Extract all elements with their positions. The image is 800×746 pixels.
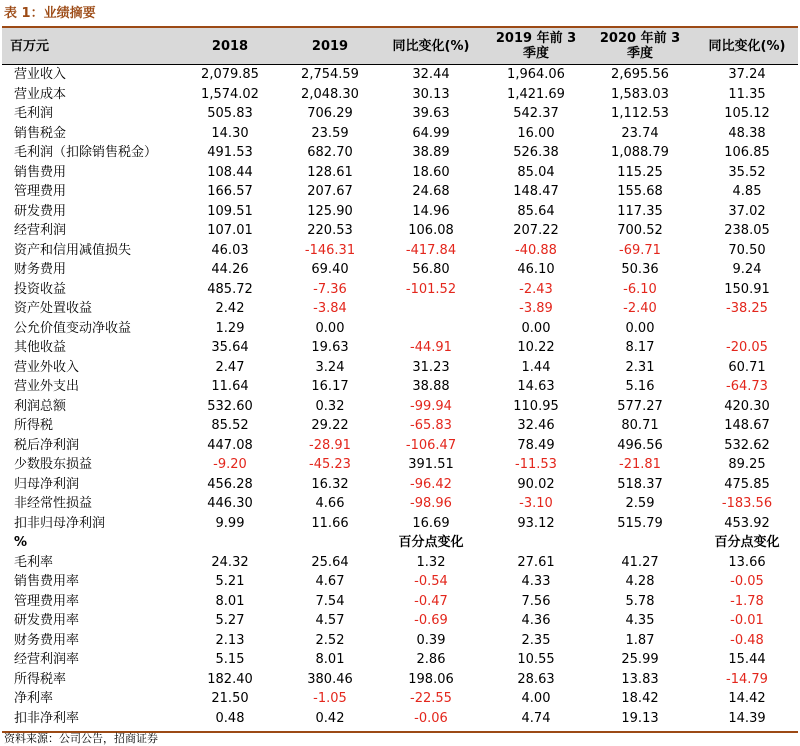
cell-yoy-annual: 32.44 bbox=[412, 67, 450, 82]
table-row bbox=[2, 475, 798, 495]
cell-2019: 125.90 bbox=[307, 203, 353, 219]
cell-2019: 23.59 bbox=[311, 125, 349, 141]
cell-2019-q1-q3: 4.00 bbox=[521, 691, 551, 706]
cell-2020-q1-q3: 80.71 bbox=[621, 418, 659, 433]
cell-2020-q1-q3: 13.83 bbox=[621, 671, 659, 687]
cell-2020-q1-q3: 518.37 bbox=[617, 476, 663, 492]
cell-yoy-q1-q3: 14.42 bbox=[728, 691, 766, 706]
cell-2019-q1-q3: 14.63 bbox=[517, 379, 555, 394]
cell-yoy-q1-q3: -0.01 bbox=[730, 613, 764, 628]
table-row bbox=[2, 338, 798, 358]
cell-2020-q1-q3: 1,112.53 bbox=[611, 106, 669, 121]
cell-2018: 21.50 bbox=[211, 691, 249, 706]
cell-yoy-q1-q3: 9.24 bbox=[732, 262, 762, 277]
cell-2020-q1-q3: 155.68 bbox=[617, 184, 663, 199]
cell-2018: 447.08 bbox=[207, 437, 253, 453]
cell-yoy-annual: -0.47 bbox=[414, 593, 448, 609]
cell-2019: 29.22 bbox=[311, 418, 349, 433]
table-row bbox=[2, 670, 798, 690]
table-row bbox=[2, 260, 798, 280]
cell-yoy-q1-q3: 48.38 bbox=[728, 125, 766, 141]
cell-2019-q1-q3: 10.22 bbox=[517, 340, 555, 355]
cell-2019-q1-q3: 16.00 bbox=[517, 125, 555, 141]
cell-2019-q1-q3: -40.88 bbox=[515, 242, 557, 258]
cell-2020-q1-q3: 5.16 bbox=[625, 379, 655, 394]
row-label: 资产和信用减值损失 bbox=[14, 242, 132, 258]
cell-yoy-annual: 16.69 bbox=[412, 515, 450, 531]
cell-2018: 1,574.02 bbox=[201, 86, 259, 102]
cell-2019: 11.66 bbox=[311, 515, 349, 531]
cell-2020-q1-q3: -21.81 bbox=[619, 457, 661, 472]
cell-yoy-annual: -106.47 bbox=[405, 437, 457, 453]
cell-yoy-annual: -417.84 bbox=[405, 242, 457, 258]
cell-2018: 8.01 bbox=[215, 593, 245, 609]
row-label: 扣非净利率 bbox=[14, 710, 80, 726]
cell-2019: -1.05 bbox=[313, 691, 347, 706]
cell-yoy-annual: 1.32 bbox=[416, 554, 446, 570]
row-label: 研发费用率 bbox=[14, 613, 80, 628]
table-row bbox=[2, 299, 798, 319]
table-row bbox=[2, 280, 798, 300]
cell-yoy-annual: 百分点变化 bbox=[398, 535, 464, 550]
cell-2019-q1-q3: 2.35 bbox=[521, 632, 551, 648]
cell-2018: 46.03 bbox=[211, 242, 249, 258]
cell-2019: 25.64 bbox=[311, 554, 349, 570]
cell-yoy-annual: -101.52 bbox=[405, 281, 457, 297]
cell-2019: -7.36 bbox=[313, 281, 347, 297]
cell-yoy-annual: -96.42 bbox=[410, 476, 452, 492]
table-row bbox=[2, 65, 798, 85]
cell-2020-q1-q3: 2.59 bbox=[625, 496, 655, 511]
table-row bbox=[2, 319, 798, 339]
cell-yoy-q1-q3: 4.85 bbox=[732, 184, 762, 199]
table-row bbox=[2, 709, 798, 729]
cell-2020-q1-q3 bbox=[584, 533, 696, 553]
row-label: 税后净利润 bbox=[14, 437, 80, 453]
table-caption: 表 1：业绩摘要 bbox=[4, 6, 96, 21]
cell-yoy-annual: 38.88 bbox=[412, 379, 450, 394]
cell-2018: 109.51 bbox=[207, 203, 253, 219]
section-header-row bbox=[2, 533, 798, 553]
table-row bbox=[2, 689, 798, 709]
cell-2019: 2,754.59 bbox=[301, 67, 359, 82]
cell-2020-q1-q3: 19.13 bbox=[621, 710, 659, 726]
cell-2019-q1-q3: 1,421.69 bbox=[507, 86, 565, 102]
cell-2020-q1-q3: 50.36 bbox=[621, 262, 659, 277]
cell-yoy-q1-q3: 15.44 bbox=[728, 652, 766, 667]
cell-yoy-q1-q3: -0.48 bbox=[730, 632, 764, 648]
row-label: 营业收入 bbox=[14, 67, 67, 82]
cell-2020-q1-q3: 117.35 bbox=[617, 203, 663, 219]
cell-2018: 491.53 bbox=[207, 145, 253, 160]
cell-yoy-q1-q3: 35.52 bbox=[728, 164, 766, 180]
cell-yoy-annual: 391.51 bbox=[408, 457, 454, 472]
cell-2018: 166.57 bbox=[207, 184, 253, 199]
cell-2019: 16.17 bbox=[311, 379, 349, 394]
table-row bbox=[2, 124, 798, 144]
table-row bbox=[2, 631, 798, 651]
cell-2019-q1-q3: 10.55 bbox=[517, 652, 555, 667]
row-label: 营业外收入 bbox=[14, 359, 80, 375]
cell-yoy-q1-q3: 37.02 bbox=[728, 203, 766, 219]
cell-2019: 380.46 bbox=[307, 671, 353, 687]
table-row bbox=[2, 143, 798, 163]
cell-2019-q1-q3: 207.22 bbox=[513, 223, 559, 238]
cell-2019-q1-q3: 1,964.06 bbox=[507, 67, 565, 82]
cell-yoy-q1-q3: -1.78 bbox=[730, 593, 764, 609]
cell-2020-q1-q3: 496.56 bbox=[617, 437, 663, 453]
cell-2019-q1-q3: 46.10 bbox=[517, 262, 555, 277]
cell-yoy-annual: 2.86 bbox=[416, 652, 446, 667]
cell-2018: 5.21 bbox=[215, 574, 245, 589]
cell-2020-q1-q3: 700.52 bbox=[617, 223, 663, 238]
cell-2019: 8.01 bbox=[315, 652, 345, 667]
cell-2019-q1-q3: 1.44 bbox=[521, 359, 551, 375]
cell-yoy-q1-q3: 14.39 bbox=[728, 710, 766, 726]
cell-2019-q1-q3: 78.49 bbox=[517, 437, 555, 453]
header-yoy-annual: 同比变化(%) bbox=[392, 38, 470, 54]
cell-2018: 2.47 bbox=[215, 359, 245, 375]
cell-yoy-annual: 106.08 bbox=[408, 223, 454, 238]
cell-2018: 485.72 bbox=[207, 281, 253, 297]
cell-2019-q1-q3: 4.36 bbox=[521, 613, 551, 628]
row-label: 管理费用 bbox=[14, 184, 67, 199]
cell-2020-q1-q3: 1,583.03 bbox=[611, 86, 669, 102]
cell-yoy-q1-q3: -38.25 bbox=[726, 301, 768, 316]
cell-2019: 682.70 bbox=[307, 145, 353, 160]
row-label: 财务费用 bbox=[14, 262, 67, 277]
cell-2019-q1-q3 bbox=[488, 533, 584, 553]
cell-yoy-annual: -0.69 bbox=[414, 613, 448, 628]
cell-2019-q1-q3: 0.00 bbox=[521, 320, 551, 336]
cell-2018: 14.30 bbox=[211, 125, 249, 141]
cell-2018 bbox=[174, 533, 286, 553]
cell-yoy-annual: -0.06 bbox=[414, 710, 448, 726]
row-label: 管理费用率 bbox=[14, 593, 80, 609]
cell-2018: 456.28 bbox=[207, 476, 253, 492]
cell-2019-q1-q3: 4.33 bbox=[521, 574, 551, 589]
row-label: 研发费用 bbox=[14, 203, 67, 219]
row-label: % bbox=[14, 535, 28, 550]
cell-yoy-annual: 56.80 bbox=[412, 262, 450, 277]
cell-yoy-q1-q3: 532.62 bbox=[724, 437, 770, 453]
cell-2019-q1-q3: 90.02 bbox=[517, 476, 555, 492]
cell-2018: 108.44 bbox=[207, 164, 253, 180]
cell-2019: 4.66 bbox=[315, 496, 345, 511]
cell-yoy-q1-q3: 148.67 bbox=[724, 418, 770, 433]
row-label: 毛利率 bbox=[14, 554, 54, 570]
cell-2019-q1-q3: 7.56 bbox=[521, 593, 551, 609]
cell-yoy-annual: 30.13 bbox=[412, 86, 450, 102]
cell-2019: 4.67 bbox=[315, 574, 345, 589]
cell-2019-q1-q3: -3.89 bbox=[519, 301, 553, 316]
cell-2019: -3.84 bbox=[313, 301, 347, 316]
cell-2019-q1-q3: 526.38 bbox=[513, 145, 559, 160]
cell-2018: 85.52 bbox=[211, 418, 249, 433]
cell-2018: 5.15 bbox=[215, 652, 245, 667]
cell-yoy-q1-q3: 89.25 bbox=[728, 457, 766, 472]
table-row bbox=[2, 572, 798, 592]
cell-2019: 0.32 bbox=[315, 398, 345, 414]
cell-yoy-q1-q3: -20.05 bbox=[726, 340, 768, 355]
cell-yoy-q1-q3: -0.05 bbox=[730, 574, 764, 589]
cell-2019: 2.52 bbox=[315, 632, 345, 648]
cell-2019: 0.00 bbox=[315, 320, 345, 336]
row-label: 毛利润 bbox=[14, 106, 54, 121]
cell-yoy-annual bbox=[374, 319, 488, 339]
cell-yoy-q1-q3: 60.71 bbox=[728, 359, 766, 375]
cell-2019: -146.31 bbox=[304, 242, 356, 258]
cell-yoy-q1-q3: -14.79 bbox=[726, 671, 768, 687]
row-label: 所得税率 bbox=[14, 671, 67, 687]
cell-2020-q1-q3: 41.27 bbox=[621, 554, 659, 570]
cell-2020-q1-q3: 1,088.79 bbox=[611, 145, 669, 160]
table-row bbox=[2, 104, 798, 124]
table-row bbox=[2, 416, 798, 436]
header-2018: 2018 bbox=[211, 38, 249, 54]
cell-yoy-q1-q3: 百分点变化 bbox=[714, 535, 780, 550]
cell-2019: -28.91 bbox=[309, 437, 351, 453]
cell-2019-q1-q3: -3.10 bbox=[519, 496, 553, 511]
cell-yoy-q1-q3: 475.85 bbox=[724, 476, 770, 492]
cell-2019: 128.61 bbox=[307, 164, 353, 180]
cell-yoy-q1-q3: 238.05 bbox=[724, 223, 770, 238]
cell-2018: -9.20 bbox=[213, 457, 247, 472]
cell-2019-q1-q3: 28.63 bbox=[517, 671, 555, 687]
cell-2019: 16.32 bbox=[311, 476, 349, 492]
row-label: 毛利润（扣除销售税金） bbox=[14, 145, 158, 160]
table-row bbox=[2, 85, 798, 105]
header-2019: 2019 bbox=[311, 38, 349, 54]
cell-2020-q1-q3: 2,695.56 bbox=[611, 67, 669, 82]
row-label: 营业外支出 bbox=[14, 379, 80, 394]
header-unit: 百万元 bbox=[10, 38, 50, 54]
cell-2019-q1-q3: 27.61 bbox=[517, 554, 555, 570]
cell-2019-q1-q3: 148.47 bbox=[513, 184, 559, 199]
cell-yoy-q1-q3: 453.92 bbox=[724, 515, 770, 531]
cell-yoy-annual: -99.94 bbox=[410, 398, 452, 414]
cell-2019-q1-q3: 4.74 bbox=[521, 710, 551, 726]
header-2020-q1-q3: 2020 年前 3 季度 bbox=[599, 31, 681, 61]
cell-2020-q1-q3: 23.74 bbox=[621, 125, 659, 141]
cell-2018: 182.40 bbox=[207, 671, 253, 687]
cell-2020-q1-q3: 4.35 bbox=[625, 613, 655, 628]
cell-2019: 3.24 bbox=[315, 359, 345, 375]
row-label: 资产处置收益 bbox=[14, 301, 93, 316]
row-label: 投资收益 bbox=[14, 281, 67, 297]
table-body bbox=[2, 65, 798, 728]
cell-2018: 0.48 bbox=[215, 710, 245, 726]
cell-yoy-q1-q3: 420.30 bbox=[724, 398, 770, 414]
cell-2020-q1-q3: 25.99 bbox=[621, 652, 659, 667]
cell-2020-q1-q3: 2.31 bbox=[625, 359, 655, 375]
cell-2018: 532.60 bbox=[207, 398, 253, 414]
cell-2019: 706.29 bbox=[307, 106, 353, 121]
row-label: 所得税 bbox=[14, 418, 54, 433]
table-row bbox=[2, 611, 798, 631]
cell-yoy-q1-q3: 106.85 bbox=[724, 145, 770, 160]
cell-yoy-annual: -22.55 bbox=[410, 691, 452, 706]
cell-2018: 2.42 bbox=[215, 301, 245, 316]
row-label: 经营利润率 bbox=[14, 652, 80, 667]
cell-2019: 69.40 bbox=[311, 262, 349, 277]
row-label: 销售费用率 bbox=[14, 574, 80, 589]
table-row bbox=[2, 514, 798, 534]
cell-2018: 44.26 bbox=[211, 262, 249, 277]
cell-2019: 19.63 bbox=[311, 340, 349, 355]
cell-yoy-annual bbox=[374, 299, 488, 319]
cell-2019: 2,048.30 bbox=[301, 86, 359, 102]
row-label: 经营利润 bbox=[14, 223, 67, 238]
cell-yoy-annual: -44.91 bbox=[410, 340, 452, 355]
cell-2019-q1-q3: 85.04 bbox=[517, 164, 555, 180]
header-yoy-q1-q3: 同比变化(%) bbox=[708, 38, 786, 54]
cell-2019-q1-q3: 32.46 bbox=[517, 418, 555, 433]
cell-2020-q1-q3: -6.10 bbox=[623, 281, 657, 297]
cell-2020-q1-q3: -69.71 bbox=[619, 242, 661, 258]
cell-yoy-annual: 14.96 bbox=[412, 203, 450, 219]
table-row bbox=[2, 455, 798, 475]
cell-yoy-q1-q3 bbox=[696, 319, 798, 339]
cell-2020-q1-q3: 115.25 bbox=[617, 164, 663, 180]
cell-yoy-annual: 64.99 bbox=[412, 125, 450, 141]
cell-2020-q1-q3: 8.17 bbox=[625, 340, 655, 355]
table-row bbox=[2, 163, 798, 183]
cell-2020-q1-q3: -2.40 bbox=[623, 301, 657, 316]
cell-2019-q1-q3: 85.64 bbox=[517, 203, 555, 219]
row-label: 扣非归母净利润 bbox=[14, 515, 106, 531]
cell-2018: 505.83 bbox=[207, 106, 253, 121]
cell-2019: 207.67 bbox=[307, 184, 353, 199]
row-label: 销售税金 bbox=[14, 125, 67, 141]
cell-yoy-q1-q3: -64.73 bbox=[726, 379, 768, 394]
row-label: 财务费用率 bbox=[14, 632, 80, 648]
cell-2020-q1-q3: 1.87 bbox=[625, 632, 655, 648]
cell-2018: 9.99 bbox=[215, 515, 245, 531]
row-label: 少数股东损益 bbox=[14, 457, 93, 472]
cell-yoy-annual: 38.89 bbox=[412, 145, 450, 160]
cell-yoy-annual: -98.96 bbox=[410, 496, 452, 511]
cell-2019 bbox=[286, 533, 374, 553]
cell-2020-q1-q3: 577.27 bbox=[617, 398, 663, 414]
cell-2019: -45.23 bbox=[309, 457, 351, 472]
cell-yoy-annual: 0.39 bbox=[416, 632, 446, 648]
cell-2019-q1-q3: -11.53 bbox=[515, 457, 557, 472]
cell-yoy-annual: 18.60 bbox=[412, 164, 450, 180]
cell-2018: 35.64 bbox=[211, 340, 249, 355]
cell-yoy-q1-q3: 13.66 bbox=[728, 554, 766, 570]
table-row bbox=[2, 241, 798, 261]
cell-2018: 2.13 bbox=[215, 632, 245, 648]
cell-yoy-q1-q3: 105.12 bbox=[724, 106, 770, 121]
cell-2018: 107.01 bbox=[207, 223, 253, 238]
cell-2020-q1-q3: 4.28 bbox=[625, 574, 655, 589]
cell-2019: 7.54 bbox=[315, 593, 345, 609]
cell-yoy-q1-q3: 70.50 bbox=[728, 242, 766, 258]
cell-yoy-q1-q3: 11.35 bbox=[728, 86, 766, 102]
row-label: 归母净利润 bbox=[14, 476, 80, 492]
source-note: 资料来源：公司公告，招商证券 bbox=[4, 732, 158, 745]
table-row bbox=[2, 650, 798, 670]
cell-2020-q1-q3: 18.42 bbox=[621, 691, 659, 706]
cell-2020-q1-q3: 515.79 bbox=[617, 515, 663, 531]
cell-yoy-annual: -0.54 bbox=[414, 574, 448, 589]
table-row bbox=[2, 494, 798, 514]
cell-2020-q1-q3: 0.00 bbox=[625, 320, 655, 336]
cell-yoy-annual: 39.63 bbox=[412, 106, 450, 121]
cell-yoy-annual: 198.06 bbox=[408, 671, 454, 687]
cell-yoy-q1-q3: -183.56 bbox=[721, 496, 773, 511]
row-label: 销售费用 bbox=[14, 164, 67, 180]
cell-2019-q1-q3: -2.43 bbox=[519, 281, 553, 297]
row-label: 非经常性损益 bbox=[14, 496, 93, 511]
cell-yoy-q1-q3: 150.91 bbox=[724, 281, 770, 297]
cell-yoy-annual: -65.83 bbox=[410, 418, 452, 433]
table-row bbox=[2, 553, 798, 573]
cell-2019-q1-q3: 542.37 bbox=[513, 106, 559, 121]
table-row bbox=[2, 397, 798, 417]
cell-2019-q1-q3: 110.95 bbox=[513, 398, 559, 414]
cell-2019: 220.53 bbox=[307, 223, 353, 238]
row-label: 公允价值变动净收益 bbox=[14, 320, 132, 336]
row-label: 利润总额 bbox=[14, 398, 67, 414]
cell-2018: 5.27 bbox=[215, 613, 245, 628]
cell-2018: 11.64 bbox=[211, 379, 249, 394]
table-row bbox=[2, 182, 798, 202]
table-row bbox=[2, 436, 798, 456]
cell-2018: 24.32 bbox=[211, 554, 249, 570]
cell-yoy-annual: 31.23 bbox=[412, 359, 450, 375]
table-row bbox=[2, 592, 798, 612]
cell-2019-q1-q3: 93.12 bbox=[517, 515, 555, 531]
cell-2018: 446.30 bbox=[207, 496, 253, 511]
cell-2019: 4.57 bbox=[315, 613, 345, 628]
cell-2018: 1.29 bbox=[215, 320, 245, 336]
cell-2020-q1-q3: 5.78 bbox=[625, 593, 655, 609]
table-row bbox=[2, 358, 798, 378]
table-row bbox=[2, 202, 798, 222]
table-row bbox=[2, 377, 798, 397]
cell-yoy-annual: 24.68 bbox=[412, 184, 450, 199]
cell-yoy-q1-q3: 37.24 bbox=[728, 67, 766, 82]
cell-2018: 2,079.85 bbox=[201, 67, 259, 82]
header-2019-q1-q3: 2019 年前 3 季度 bbox=[495, 31, 577, 61]
row-label: 其他收益 bbox=[14, 340, 67, 355]
cell-2019: 0.42 bbox=[315, 710, 345, 726]
row-label: 净利率 bbox=[14, 691, 54, 706]
table-row bbox=[2, 221, 798, 241]
row-label: 营业成本 bbox=[14, 86, 67, 102]
